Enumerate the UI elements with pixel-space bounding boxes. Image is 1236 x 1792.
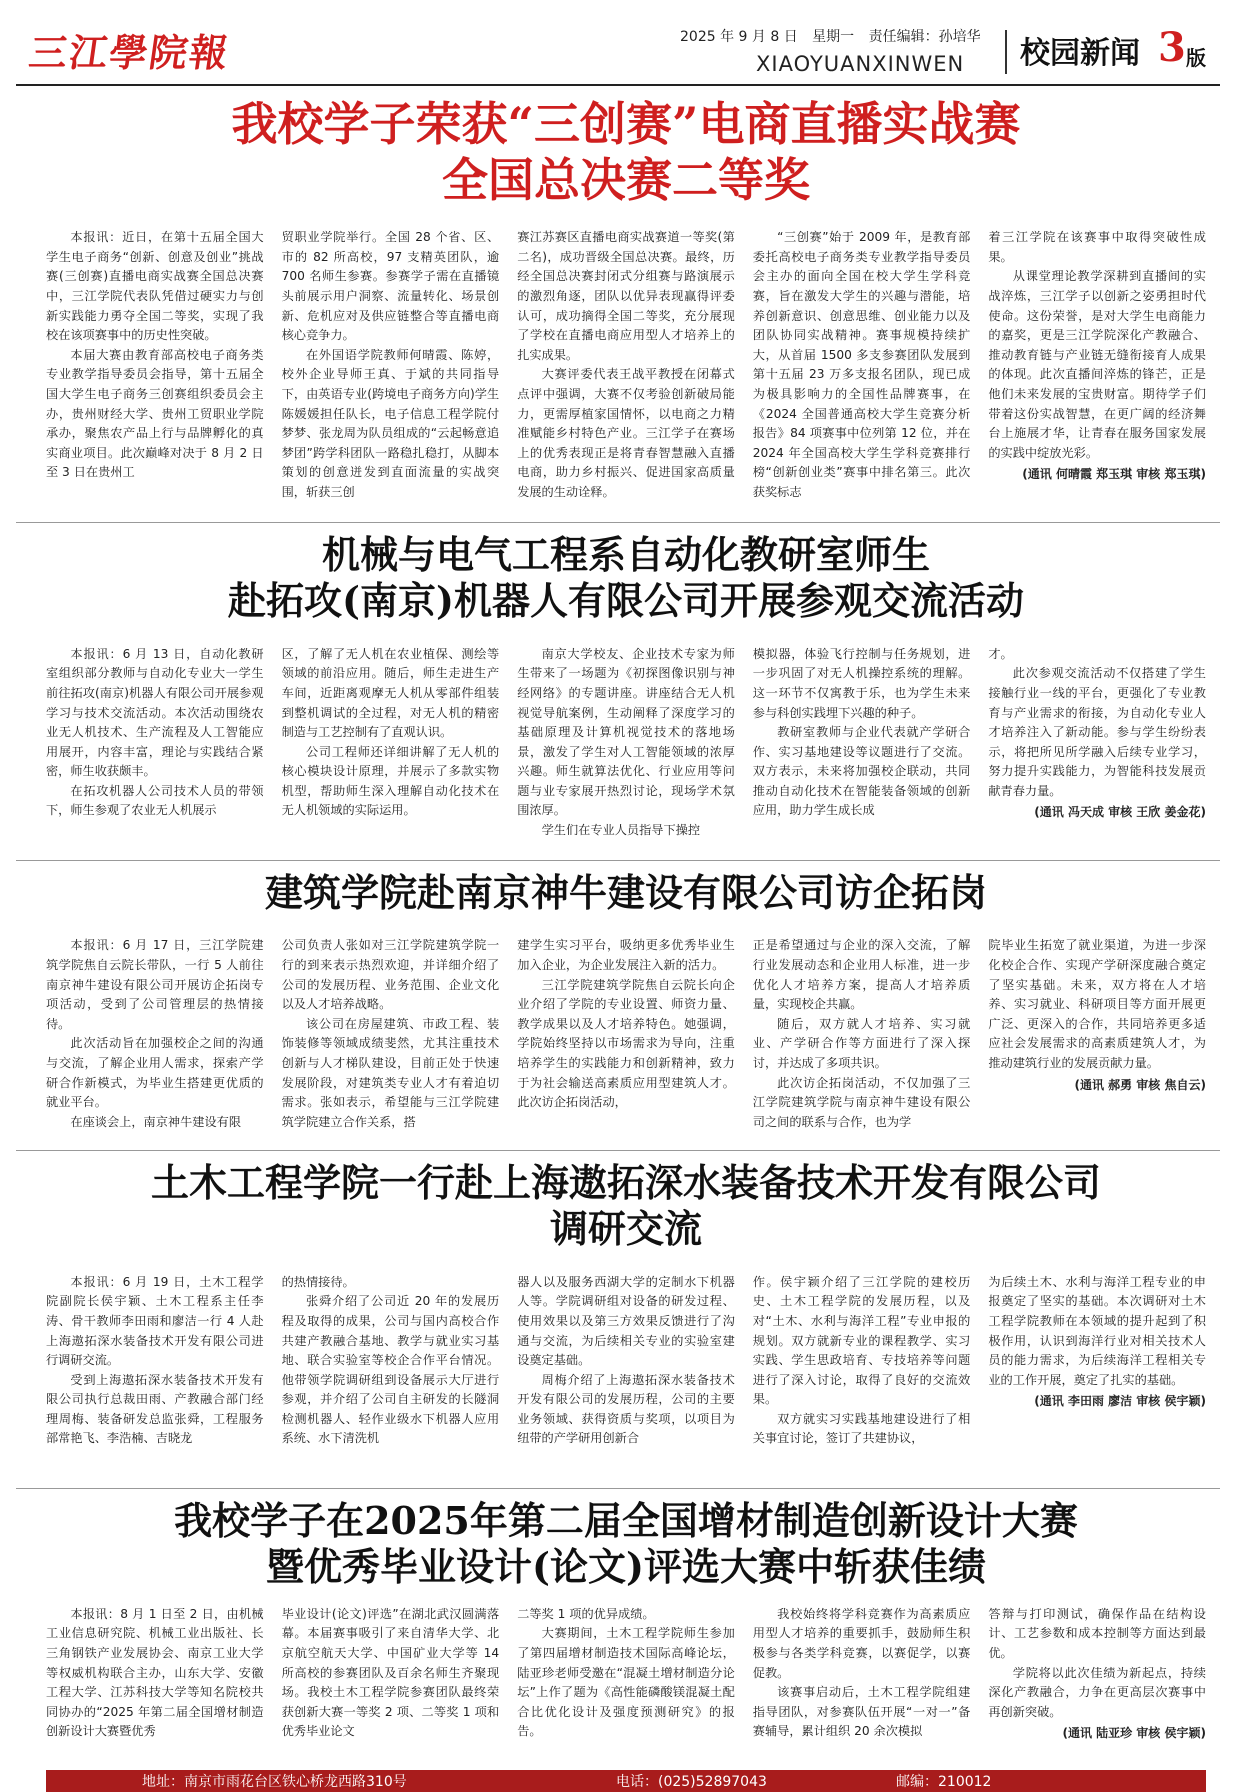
text-column: [517, 1273, 735, 1473]
text-column: [46, 936, 264, 1136]
article-headline: [46, 1160, 1206, 1253]
page-footer: [46, 1770, 1206, 1792]
text-column: [517, 228, 735, 499]
paragraph: 赛江苏赛区直播电商实战赛道一等奖(第二名)，成功晋级全国总决赛。最终，历经全国总决赛封闭式分组赛与路演展示的激烈角逐，团队以优异表现赢得评委认可，成功摘得全国二等奖，充分展现了学校在直播电商应用型人才培养上的扎实成果。: [517, 230, 735, 362]
paragraph: 公司负责人张如对三江学院建筑学院一行的到来表示热烈欢迎，并详细介绍了公司的发展历程、业务范围、企业文化以及人才培养战略。: [281, 938, 500, 1012]
issue-meta: [680, 26, 991, 46]
paragraph: 大赛期间，土木工程学院师生参加了第四届增材制造技术国际高峰论坛，陆亚珍老师受邀在“混凝土增材制造分论坛”上作了题为《高性能磷酸镁混凝土配合比优化设计及强度预测研究》的报告。: [517, 1626, 735, 1739]
paragraph: 毕业设计(论文)评选”在湖北武汉圆满落幕。本届赛事吸引了来自清华大学、北京航空航天大学、中国矿业大学等 14 所高校的参赛团队及百余名师生齐聚现场。我校土木工程学院参赛团队最终荣获创新大赛一等奖 2 项、二等奖 1 项和优秀毕业论文: [281, 1606, 500, 1739]
paragraph: 我校始终将学科竞赛作为高素质应用型人才培养的重要抓手，鼓励师生积极参与各类学科竞赛，以赛促学，以赛促教。: [752, 1606, 971, 1680]
paragraph: 本报讯：6 月 17 日，三江学院建筑学院焦自云院长带队，一行 5 人前往南京神牛建设有限公司开展访企拓岗专项活动，受到了公司管理层的热情接待。: [46, 938, 264, 1031]
article-shenniu: [46, 870, 1206, 1136]
article-divider: [16, 1150, 1220, 1151]
paragraph: 在外国语学院教师何晴霞、陈婷，校外企业导师王真、于斌的共同指导下，由英语专业(跨境电子商务方向)学生陈媛媛担任队长，电子信息工程学院付梦梦、张龙周为队员组成的“云起畅意追梦团”跨学科团队一路稳扎稳打，从脚本策划的创意迸发到直面流量的实战突围，斩获三创: [281, 347, 500, 499]
section-pinyin: XIAOYUANXINWEN: [756, 52, 965, 76]
paragraph: 此次访企拓岗活动，不仅加强了三江学院建筑学院与南京神牛建设有限公司之间的联系与合作，也为学: [752, 1075, 971, 1129]
paragraph: 大赛评委代表王战平教授在闭幕式点评中强调，大赛不仅考验创新破局能力，更需厚植家国情怀，以电商之力精准赋能乡村特色产业。三江学子在赛场上的优秀表现正是将青春智慧融入直播电商，助力乡村振兴、促进国家高质量发展的生动诠释。: [517, 367, 735, 499]
article-byline: (通讯 郝勇 审核 焦自云): [1074, 1077, 1206, 1092]
paragraph: 本报讯：近日，在第十五届全国大学生电子商务“创新、创意及创业”挑战赛(三创赛)直播电商实战赛全国总决赛中，三江学院代表队凭借过硬实力与创新实践能力勇夺全国二等奖，实现了我校在该项赛事中的历史性突破。: [46, 230, 264, 343]
article-divider: [16, 1488, 1220, 1489]
paragraph: 此次活动旨在加强校企之间的沟通与交流，了解企业用人需求，探索产学研合作新模式，为毕业生搭建更优质的就业平台。: [46, 1036, 264, 1110]
text-column: [282, 936, 500, 1136]
footer-phone: 电话：(025)52897043: [616, 1774, 767, 1790]
headline-line: 建筑学院赴南京神牛建设有限公司访企拓岗: [264, 870, 987, 915]
headline-line: 机械与电气工程系自动化教研室师生: [321, 532, 930, 577]
text-column: [517, 936, 735, 1136]
paragraph: 周梅介绍了上海遨拓深水装备技术开发有限公司的发展历程，公司的主要业务领域、获得资质与奖项，以项目为纽带的产学研用创新合: [517, 1372, 735, 1446]
page-number-suffix: 版: [1186, 46, 1206, 70]
paragraph: 学院将以此次佳绩为新起点，持续深化产教融合，力争在更高层次赛事中再创新突破。: [988, 1665, 1206, 1719]
text-column: [753, 1273, 971, 1473]
issue-weekday: 星期一: [812, 29, 855, 45]
text-column: [46, 228, 264, 478]
paragraph: 为后续土木、水利与海洋工程专业的申报奠定了坚实的基础。本次调研对土木工程学院教师在本领域的提升起到了积极作用，认识到海洋行业对相关技术人员的能力需求，为后续海洋工程相关专业的工作开展，奠定了扎实的基础。: [988, 1274, 1206, 1387]
article-sanchuang: [46, 96, 1206, 499]
paragraph: 院毕业生拓宽了就业渠道，为进一步深化校企合作、实现产学研深度融合奠定了坚实基础。未来，双方将在人才培养、实习就业、科研项目等方面开展更广泛、更深入的合作，共同培养更多适应社会发展需求的高素质建筑人才，为推动建筑行业的发展贡献力量。: [988, 938, 1206, 1070]
article-body: [46, 936, 1206, 1136]
article-additive: [46, 1498, 1206, 1765]
paragraph: 本届大赛由教育部高校电子商务类专业教学指导委员会指导，第十五届全国大学生电子商务三创赛组织委员会主办，贵州财经大学、贵州工贸职业学院承办，聚焦农产品上行与品牌孵化的真实商业项目。此次巅峰对决于 8 月 2 日至 3 日在贵州工: [46, 347, 264, 480]
article-body: [46, 1273, 1206, 1473]
headline-line: 暨优秀毕业设计(论文)评选大赛中斩获佳绩: [266, 1544, 986, 1590]
header-divider: [1005, 30, 1007, 74]
text-column: [988, 645, 1206, 857]
text-column: [988, 1273, 1206, 1473]
article-headline: [46, 870, 1206, 916]
paragraph: 贸职业学院举行。全国 28 个省、区、市的 82 所高校，97 支精英团队，逾 700 名师生参赛。参赛学子需在直播镜头前展示用户洞察、流量转化、场景创新、危机应对及供应链整合等直播电商核心竞争力。: [281, 230, 500, 343]
paragraph: 在座谈会上，南京神牛建设有限: [70, 1114, 242, 1129]
headline-line: 全国总决赛二等奖: [442, 153, 810, 208]
text-column: [282, 1605, 500, 1765]
article-byline: (通讯 冯天成 审核 王欣 姜金花): [1034, 805, 1206, 820]
paragraph: 区，了解了无人机在农业植保、测绘等领域的前沿应用。随后，师生走进生产车间，近距离观摩无人机从零部件组装到整机调试的全过程，对无人机的精密制造与工艺控制有了直观认识。: [281, 646, 500, 740]
text-column: [46, 1605, 264, 1765]
paragraph: 公司工程师还详细讲解了无人机的核心模块设计原理，并展示了多款实物机型，帮助师生深入理解自动化技术在无人机领域的实际运用。: [281, 744, 500, 818]
text-column: [753, 645, 971, 857]
text-column: [988, 1605, 1206, 1765]
paragraph: 南京大学校友、企业技术专家为师生带来了一场题为《初探图像识别与神经网络》的专题讲座。讲座结合无人机视觉导航案例，生动阐释了深度学习的基础原理及计算机视觉技术的落地场景，激发了学生对人工智能领域的浓厚兴趣。师生就算法优化、行业应用等问题与业专家展开热烈讨论，现场学术氛围浓厚。: [517, 646, 735, 818]
paragraph: 的热情接待。: [281, 1274, 355, 1289]
paragraph: 张舜介绍了公司近 20 年的发展历程及取得的成果，公司与国内高校合作共建产教融合基地、教学与就业实习基地、联合实验室等校企合作平台情况。他带领学院调研组到设备展示大厅进行参观，并介绍了公司自主研发的长隧洞检测机器人、轻作业级水下机器人应用系统、水下清洗机: [281, 1294, 500, 1446]
paragraph: 双方就实习实践基地建设进行了相关事宜讨论，签订了共建协议，: [752, 1411, 971, 1446]
paragraph: 器人以及服务西湖大学的定制水下机器人等。学院调研组对设备的研发过程、使用效果以及第三方效果反馈进行了沟通与交流，为后续相关专业的实验室建设奠定基础。: [517, 1274, 735, 1368]
headline-line: 我校学子在2025年第二届全国增材制造创新设计大赛: [174, 1498, 1078, 1543]
paragraph: 学生们在专业人员指导下操控: [541, 823, 701, 838]
paragraph: 随后，双方就人才培养、实习就业、产学研合作等方面进行了深入探讨，并达成了多项共识。: [752, 1016, 971, 1070]
article-body: [46, 228, 1206, 499]
text-column: [517, 1605, 735, 1765]
footer-postcode: 邮编：210012: [896, 1774, 992, 1790]
article-headline: [46, 96, 1206, 208]
paragraph: 教研室教师与企业代表就产学研合作、实习基地建设等议题进行了交流。双方表示，未来将加强校企联动，共同推动自动化技术在智能装备领域的创新应用，助力学生成长成: [752, 725, 971, 818]
text-column: [517, 645, 735, 857]
text-column: [988, 228, 1206, 482]
text-column: [753, 936, 971, 1136]
page-number: 3: [1158, 24, 1186, 71]
footer-address: 地址：南京市雨花台区铁心桥龙西路310号: [142, 1774, 407, 1790]
article-tuogong: [46, 532, 1206, 857]
article-body: [46, 645, 1206, 857]
text-column: [753, 1605, 971, 1765]
text-column: [46, 1273, 264, 1473]
paragraph: 在拓攻机器人公司技术人员的带领下，师生参观了农业无人机展示: [46, 783, 264, 818]
article-byline: (通讯 陆亚珍 审核 侯宇颖): [1062, 1726, 1206, 1741]
issue-date: 2025 年 9 月 8 日: [680, 29, 798, 45]
headline-line: 我校学子荣获“三创赛”电商直播实战赛: [231, 97, 1021, 151]
paragraph: 从课堂理论教学深耕到直播间的实战淬炼，三江学子以创新之姿勇担时代使命。这份荣誉，是对大学生电商能力的嘉奖，更是三江学院深化产教融合、推动教育链与产业链无缝衔接育人成果的体现。此次直播间淬炼的锋芒，正是他们未来发展的宝贵财富。期待学子们带着这份实战智慧，在更广阔的经济舞台上施展才华，让青春在服务国家发展的实践中绽放光彩。: [988, 269, 1206, 460]
text-column: [281, 228, 500, 499]
text-column: [752, 228, 971, 499]
text-column: [282, 645, 500, 857]
article-headline: [46, 532, 1206, 625]
paragraph: 正是希望通过与企业的深入交流，了解行业发展动态和企业用人标准，进一步优化人才培养方案，提高人才培养质量，实现校企共赢。: [752, 938, 971, 1012]
paragraph: 二等奖 1 项的优异成绩。: [517, 1606, 655, 1621]
text-column: [46, 645, 264, 857]
article-divider: [16, 860, 1220, 861]
article-headline: [46, 1498, 1206, 1591]
article-byline: (通讯 何晴霞 郑玉琪 审核 郑玉琪): [1022, 467, 1206, 482]
paragraph: 此次参观交流活动不仅搭建了学生接触行业一线的平台，更强化了专业教育与产业需求的衔接，为自动化专业人才培养注入了新动能。参与学生纷纷表示，将把所见所学融入后续专业学习，努力提升实践能力，为智能科技发展贡献青春力量。: [988, 666, 1206, 798]
paragraph: 着三江学院在该赛事中取得突破性成果。: [988, 230, 1206, 264]
headline-line: 调研交流: [549, 1206, 702, 1252]
text-column: [282, 1273, 500, 1473]
paragraph: 本报讯：6 月 13 日，自动化教研室组织部分教师与自动化专业大一学生前往拓攻(南京)机器人有限公司开展参观学习与技术交流活动。本次活动围绕农业无人机技术、生产流程及人工智能应用展开，内容丰富，理论与实践结合紧密，师生收获颇丰。: [46, 646, 264, 779]
article-byline: (通讯 李田雨 廖洁 审核 侯宇颖): [1034, 1394, 1206, 1409]
paragraph: 受到上海遨拓深水装备技术开发有限公司执行总裁田雨、产教融合部门经理周梅、装备研发总监张舜，工程服务部常艳飞、李浩楠、吉晓龙: [46, 1372, 264, 1446]
section-title: 校园新闻: [1020, 36, 1140, 71]
paragraph: 本报讯：8 月 1 日至 2 日，由机械工业信息研究院、机械工业出版社、长三角钢铁产业发展协会、南京工业大学等权威机构联合主办，山东大学、安徽工程大学、江苏科技大学等知名院校共同协办的“2025 年第二届全国增材制造创新设计大赛暨优秀: [46, 1606, 264, 1739]
paragraph: 作。侯宇颖介绍了三江学院的建校历史、土木工程学院的发展历程，以及对“土木、水利与海洋工程”专业申报的规划。双方就新专业的课程教学、实习实践、学生思政培育、专技培养等问题进行了深入讨论，取得了良好的交流效果。: [752, 1274, 971, 1407]
article-body: [46, 1605, 1206, 1765]
paragraph: 答辩与打印测试，确保作品在结构设计、工艺参数和成本控制等方面达到最优。: [988, 1606, 1206, 1660]
paragraph: 该公司在房屋建筑、市政工程、装饰装修等领域成绩斐然，尤其注重技术创新与人才梯队建设，目前正处于快速发展阶段，对建筑类专业人才有着迫切需求。张如表示，希望能与三江学院建筑学院建立合作关系，搭: [281, 1016, 500, 1129]
newspaper-logo: 三江學院報: [26, 30, 233, 75]
issue-editor: 责任编辑：孙培华: [868, 29, 981, 45]
paragraph: 建学生实习平台，吸纳更多优秀毕业生加入企业，为企业发展注入新的活力。: [517, 938, 735, 972]
paragraph: 本报讯：6 月 19 日，土木工程学院副院长侯宇颖、土木工程系主任李涛、骨干教师李田雨和廖洁一行 4 人赴上海遨拓深水装备技术开发有限公司进行调研交流。: [46, 1274, 264, 1368]
article-divider: [16, 522, 1220, 523]
paragraph: 模拟器，体验飞行控制与任务规划，进一步巩固了对无人机操控系统的理解。这一环节不仅寓教于乐，也为学生未来参与科创实践埋下兴趣的种子。: [752, 646, 971, 720]
paragraph: 该赛事启动后，土木工程学院组建指导团队，对参赛队伍开展“一对一”备赛辅导，累计组织 20 余次模拟: [752, 1685, 971, 1739]
header-rule: [16, 84, 1220, 86]
paragraph: 三江学院建筑学院焦自云院长向企业介绍了学院的专业设置、师资力量、教学成果以及人才培养特色。她强调，学院始终坚持以市场需求为导向，注重培养学生的实践能力和创新精神，致力于为社会输送高素质应用型建筑人才。此次访企拓岗活动，: [517, 977, 735, 1110]
headline-line: 土木工程学院一行赴上海遨拓深水装备技术开发有限公司: [150, 1160, 1101, 1205]
paragraph: “三创赛”始于 2009 年，是教育部委托高校电子商务类专业教学指导委员会主办的面向全国在校大学生学科竞赛，旨在激发大学生的兴趣与潜能，培养创新意识、创意思维、创业能力以及团队协同实战精神。赛事规模持续扩大，从首届 1500 多支参赛团队发展到第十五届 23 万多支报名团队，现已成为极具影响力的全国性品牌赛事，在《2024 全国普通高校大学生竞赛分析报告》84 项赛事中位列第 12 位，并在 2024 年全国高校大学生学科竞赛排行榜“创新创业类”赛事中排名第三。此次获奖标志: [752, 230, 971, 499]
paragraph: 才。: [988, 646, 1013, 661]
masthead: [0, 0, 1236, 88]
headline-line: 赴拓攻(南京)机器人有限公司开展参观交流活动: [228, 578, 1024, 624]
text-column: [988, 936, 1206, 1136]
article-aotuo: [46, 1160, 1206, 1473]
